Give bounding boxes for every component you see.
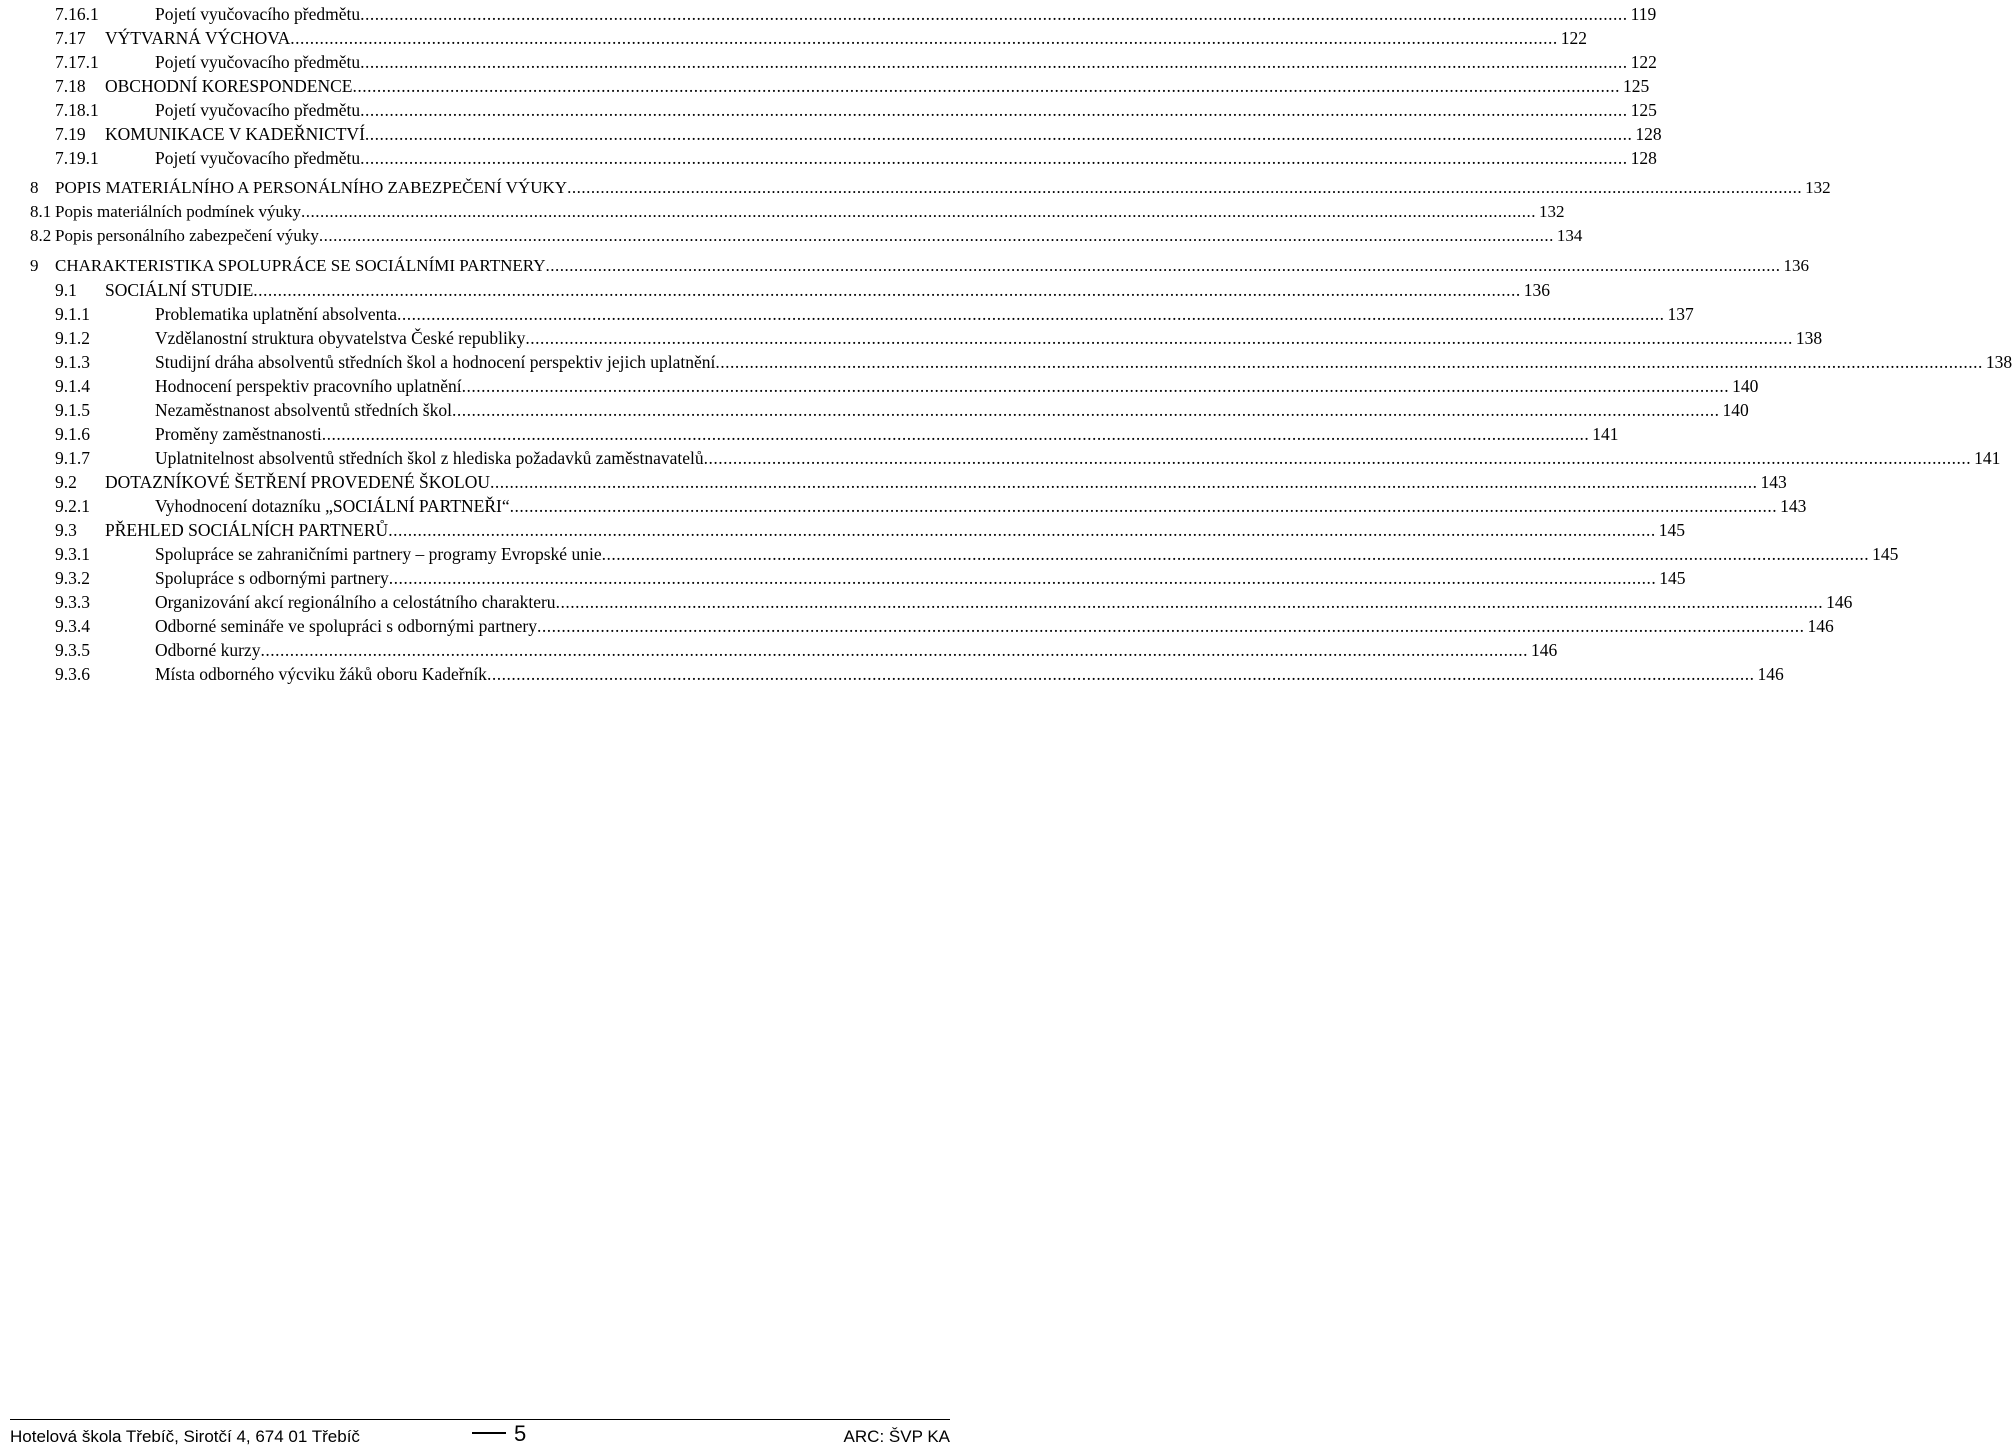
toc-entry-number: 9.3.1 [55, 544, 90, 564]
toc-entry-title: Studijní dráha absolventů středních škol a hodnocení perspektiv jejich uplatnění [155, 352, 716, 372]
footer-school-address: Hotelová škola Třebíč, Sirotčí 4, 674 01 Třebíč [10, 1427, 360, 1446]
toc-entry-text [155, 542, 1899, 566]
toc-dot-leader: .................................................................................................................................................................................................................................................................... [451, 400, 1720, 420]
toc-entry-page: 145 [1872, 544, 1899, 564]
toc-entry-text [155, 146, 1657, 170]
toc-entry-number: 9.3.5 [55, 640, 90, 660]
toc-entry-title: Spolupráce se zahraničními partnery – programy Evropské unie [155, 544, 602, 564]
toc-entry-text [55, 176, 1831, 200]
toc-entry-number: 9.2 [55, 472, 77, 492]
toc-entry-number: 9.3 [55, 520, 77, 540]
toc-dot-leader: .................................................................................................................................................................................................................................................................... [490, 472, 1758, 492]
toc-entry-title: Odborné semináře ve spolupráci s odbornými partnery [155, 616, 537, 636]
toc-entry-page: 132 [1539, 202, 1565, 221]
toc-dot-leader: .................................................................................................................................................................................................................................................................... [388, 520, 1656, 540]
toc-entry[interactable] [55, 122, 1662, 146]
toc-entry-text [105, 278, 1551, 302]
toc-entry-text [105, 26, 1587, 50]
toc-entry-title: Místa odborného výcviku žáků oboru Kadeřník [155, 664, 487, 684]
footer-dash [472, 1432, 506, 1434]
toc-entry-page: 145 [1659, 568, 1686, 588]
toc-entry-title: Hodnocení perspektiv pracovního uplatnění [155, 376, 462, 396]
toc-entry-number: 9.2.1 [55, 496, 90, 516]
footer-page-number-wrap [472, 1421, 526, 1447]
toc-dot-leader: .................................................................................................................................................................................................................................................................... [301, 202, 1536, 221]
toc-entry[interactable] [55, 446, 2001, 470]
toc-entry[interactable] [55, 26, 1587, 50]
toc-dot-leader: .................................................................................................................................................................................................................................................................... [360, 100, 1628, 120]
toc-entry-title: Proměny zaměstnanosti [155, 424, 322, 444]
toc-entry-number: 9.1.1 [55, 304, 90, 324]
toc-entry-page: 128 [1635, 124, 1662, 144]
toc-entry[interactable] [55, 146, 1657, 170]
toc-entry-text [155, 638, 1558, 662]
toc-entry-text [155, 350, 2012, 374]
toc-entry-number: 9.1.7 [55, 448, 90, 468]
toc-dot-leader: .................................................................................................................................................................................................................................................................... [536, 616, 1805, 636]
toc-dot-leader: .................................................................................................................................................................................................................................................................... [290, 28, 1558, 48]
toc-dot-leader: .................................................................................................................................................................................................................................................................... [388, 568, 1657, 588]
toc-entry[interactable] [55, 98, 1657, 122]
toc-entry-text [155, 614, 1834, 638]
toc-entry-number: 9.1.6 [55, 424, 90, 444]
toc-entry[interactable] [55, 326, 1823, 350]
toc-entry[interactable] [55, 74, 1650, 98]
toc-entry-title: PŘEHLED SOCIÁLNÍCH PARTNERŮ [105, 520, 389, 540]
toc-entry-text [155, 2, 1657, 26]
toc-entry[interactable] [55, 2, 1657, 26]
toc-entry-text [155, 494, 1807, 518]
toc-entry-number: 9.3.3 [55, 592, 90, 612]
toc-entry-page: 138 [1985, 352, 2012, 372]
toc-dot-leader: .................................................................................................................................................................................................................................................................... [352, 76, 1620, 96]
toc-entry[interactable] [55, 518, 1685, 542]
toc-entry-page: 146 [1807, 616, 1834, 636]
toc-entry-text [155, 374, 1759, 398]
toc-entry-number: 9 [30, 256, 39, 275]
toc-entry[interactable] [30, 176, 1831, 200]
toc-entry-title: POPIS MATERIÁLNÍHO A PERSONÁLNÍHO ZABEZPEČENÍ VÝUKY [55, 178, 568, 197]
toc-entry-title: Odborné kurzy [155, 640, 261, 660]
toc-entry-page: 134 [1556, 226, 1583, 245]
toc-dot-leader: .................................................................................................................................................................................................................................................................... [360, 148, 1628, 168]
toc-entry[interactable] [55, 374, 1759, 398]
toc-dot-leader: .................................................................................................................................................................................................................................................................... [715, 352, 1983, 372]
toc-entry[interactable] [30, 224, 1583, 248]
toc-entry-title: SOCIÁLNÍ STUDIE [105, 280, 254, 300]
toc-entry-number: 9.1.3 [55, 352, 90, 372]
toc-entry-title: Pojetí vyučovacího předmětu [155, 100, 361, 120]
toc-entry-number: 7.19.1 [55, 148, 99, 168]
toc-entry[interactable] [55, 662, 1784, 686]
toc-entry-title: Problematika uplatnění absolventa [155, 304, 398, 324]
toc-entry-text [155, 422, 1619, 446]
toc-entry-page: 136 [1523, 280, 1551, 300]
toc-dot-leader: .................................................................................................................................................................................................................................................................... [601, 544, 1870, 564]
toc-entry-number: 9.3.4 [55, 616, 90, 636]
toc-entry-number: 9.3.6 [55, 664, 90, 684]
toc-dot-leader: .................................................................................................................................................................................................................................................................... [253, 280, 1521, 300]
toc-dot-leader: .................................................................................................................................................................................................................................................................... [567, 178, 1803, 197]
toc-entry-page: 138 [1795, 328, 1823, 348]
toc-entry-text [55, 254, 1809, 278]
toc-entry-page: 136 [1783, 256, 1809, 275]
toc-entry-title: DOTAZNÍKOVÉ ŠETŘENÍ PROVEDENÉ ŠKOLOU [105, 472, 491, 492]
toc-entry-title: KOMUNIKACE V KADEŘNICTVÍ [105, 124, 365, 144]
toc-entry-number: 7.17 [55, 28, 86, 48]
toc-entry-page: 143 [1780, 496, 1807, 516]
toc-entry[interactable] [55, 566, 1686, 590]
toc-entry-title: Popis personálního zabezpečení výuky [55, 226, 319, 245]
toc-dot-leader: .................................................................................................................................................................................................................................................................... [703, 448, 1972, 468]
toc-entry-page: 125 [1630, 100, 1657, 120]
toc-dot-leader: .................................................................................................................................................................................................................................................................... [545, 256, 1781, 275]
toc-entry-title: Vyhodnocení dotazníku „SOCIÁLNÍ PARTNEŘI“ [155, 496, 510, 516]
toc-entry-title: Vzdělanostní struktura obyvatelstva České republiky [155, 328, 526, 348]
toc-entry-text [55, 224, 1583, 248]
toc-entry-title: OBCHODNÍ KORESPONDENCE [105, 76, 353, 96]
toc-entry-page: 140 [1722, 400, 1749, 420]
toc-entry[interactable] [55, 350, 2012, 374]
toc-entry-page: 146 [1826, 592, 1853, 612]
toc-entry-text [155, 50, 1657, 74]
toc-entry-text [155, 302, 1694, 326]
toc-entry[interactable] [55, 638, 1558, 662]
toc-entry-page: 119 [1630, 4, 1657, 24]
toc-entry[interactable] [30, 254, 1809, 278]
toc-entry-title: Uplatnitelnost absolventů středních škol z hlediska požadavků zaměstnavatelů [155, 448, 704, 468]
toc-entry-title: CHARAKTERISTIKA SPOLUPRÁCE SE SOCIÁLNÍMI PARTNERY [55, 256, 546, 275]
toc-entry-title: Organizování akcí regionálního a celostátního charakteru [155, 592, 556, 612]
toc-entry-number: 7.19 [55, 124, 86, 144]
toc-dot-leader: .................................................................................................................................................................................................................................................................... [321, 424, 1590, 444]
toc-entry-number: 7.18 [55, 76, 86, 96]
toc-entry-title: Popis materiálních podmínek výuky [55, 202, 301, 221]
toc-entry-number: 9.1 [55, 280, 77, 300]
toc-entry[interactable] [30, 200, 1565, 224]
toc-entry-number: 9.1.2 [55, 328, 90, 348]
toc-entry[interactable] [55, 494, 1807, 518]
toc-dot-leader: .................................................................................................................................................................................................................................................................... [486, 664, 1755, 684]
toc-dot-leader: .................................................................................................................................................................................................................................................................... [397, 304, 1665, 324]
toc-entry-number: 7.18.1 [55, 100, 99, 120]
toc-entry-title: Spolupráce s odbornými partnery [155, 568, 389, 588]
toc-entry-page: 128 [1630, 148, 1657, 168]
toc-entry-number: 8 [30, 178, 39, 197]
toc-entry-page: 146 [1757, 664, 1784, 684]
toc-dot-leader: .................................................................................................................................................................................................................................................................... [461, 376, 1730, 396]
toc-entry-number: 7.16.1 [55, 4, 99, 24]
toc-entry-page: 125 [1622, 76, 1650, 96]
toc-entry-text [155, 446, 2001, 470]
toc-entry[interactable] [55, 590, 1853, 614]
toc-entry-page: 140 [1732, 376, 1759, 396]
toc-entry[interactable] [55, 470, 1787, 494]
toc-entry-text [155, 398, 1749, 422]
toc-entry-text [105, 74, 1650, 98]
toc-entry-page: 146 [1530, 640, 1558, 660]
toc-entry-text [155, 326, 1823, 350]
toc-entry-page: 141 [1592, 424, 1619, 444]
toc-entry-page: 137 [1667, 304, 1694, 324]
toc-entry-text [155, 662, 1784, 686]
toc-entry[interactable] [55, 278, 1551, 302]
toc-entry-text [105, 518, 1685, 542]
page-footer [10, 1419, 950, 1448]
toc-dot-leader: .................................................................................................................................................................................................................................................................... [364, 124, 1633, 144]
footer-document-code: ARC: ŠVP KA [843, 1427, 950, 1446]
toc-entry[interactable] [55, 302, 1694, 326]
toc-entry-text [105, 122, 1662, 146]
toc-dot-leader: .................................................................................................................................................................................................................................................................... [360, 4, 1628, 24]
toc-entry-page: 122 [1560, 28, 1587, 48]
toc-dot-leader: .................................................................................................................................................................................................................................................................... [260, 640, 1528, 660]
toc-entry-number: 8.1 [30, 202, 52, 221]
toc-entry-page: 132 [1805, 178, 1831, 197]
toc-entry-text [155, 98, 1657, 122]
toc-entry-page: 145 [1658, 520, 1685, 540]
toc-entry-text [105, 470, 1787, 494]
toc-entry[interactable] [55, 614, 1834, 638]
toc-dot-leader: .................................................................................................................................................................................................................................................................... [360, 52, 1628, 72]
toc-dot-leader: .................................................................................................................................................................................................................................................................... [318, 226, 1554, 245]
toc-entry[interactable] [55, 422, 1619, 446]
toc-entry-text [155, 590, 1853, 614]
toc-dot-leader: .................................................................................................................................................................................................................................................................... [525, 328, 1793, 348]
toc-entry-page: 122 [1630, 52, 1657, 72]
toc-entry-title: Pojetí vyučovacího předmětu [155, 4, 361, 24]
toc-entry-page: 141 [1974, 448, 2001, 468]
toc-entry-page: 143 [1760, 472, 1787, 492]
toc-entry-title: Nezaměstnanost absolventů středních škol [155, 400, 452, 420]
toc-dot-leader: .................................................................................................................................................................................................................................................................... [555, 592, 1824, 612]
toc-entry-number: 9.1.4 [55, 376, 90, 396]
toc-entry-text [55, 200, 1565, 224]
toc-entry-text [155, 566, 1686, 590]
footer-page-number: 5 [514, 1421, 527, 1446]
toc-entry-number: 8.2 [30, 226, 52, 245]
toc-entry[interactable] [55, 542, 1899, 566]
toc-dot-leader: .................................................................................................................................................................................................................................................................... [509, 496, 1778, 516]
toc-entry-number: 9.1.5 [55, 400, 90, 420]
toc-entry-number: 7.17.1 [55, 52, 99, 72]
toc-entry-title: VÝTVARNÁ VÝCHOVA [105, 28, 291, 48]
toc-entry[interactable] [55, 50, 1657, 74]
toc-entry[interactable] [55, 398, 1749, 422]
toc-entry-title: Pojetí vyučovacího předmětu [155, 148, 361, 168]
toc-entry-title: Pojetí vyučovacího předmětu [155, 52, 361, 72]
toc-entry-number: 9.3.2 [55, 568, 90, 588]
